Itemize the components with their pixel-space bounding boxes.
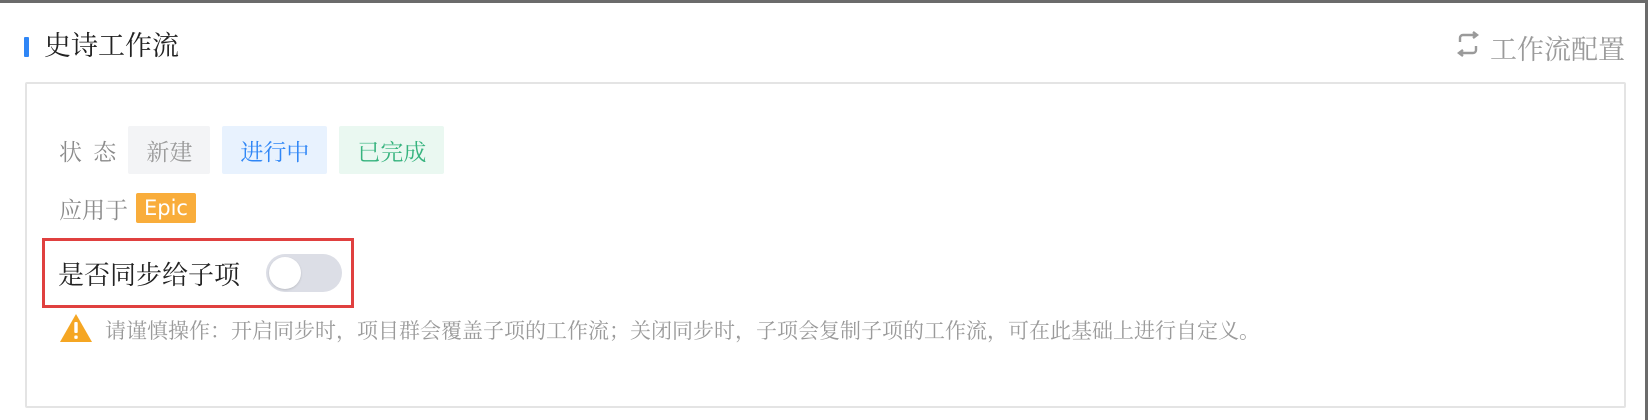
section-header [24,25,1625,69]
state-tag-new[interactable]: 新建 [128,126,210,174]
workflow-panel [25,82,1626,408]
workflow-config-button[interactable] [1454,29,1625,65]
workflow-config-label: 工作流配置 [1490,34,1625,66]
warning-icon [59,313,93,347]
warning-text: 请谨慎操作：开启同步时，项目群会覆盖子项的工作流；关闭同步时，子项会复制子项的工作流，可在此基础上进行自定义。 [105,319,1260,343]
sync-label: 是否同步给子项 [58,260,241,291]
state-tag-done[interactable]: 已完成 [339,126,444,174]
sync-loop-icon [1454,30,1490,65]
state-tag-in-progress[interactable]: 进行中 [222,126,327,174]
status-row [59,126,456,174]
sync-highlight-box [42,238,354,308]
apply-label: 应用于 [59,197,128,224]
status-label: 状 态 [59,139,119,166]
toggle-knob [269,257,301,289]
apply-row [59,192,196,224]
section-title: 史诗工作流 [44,31,179,62]
warning-row [59,312,1260,348]
epic-badge: Epic [136,193,196,223]
sync-toggle[interactable] [266,254,342,292]
title-accent-bar [24,37,29,57]
